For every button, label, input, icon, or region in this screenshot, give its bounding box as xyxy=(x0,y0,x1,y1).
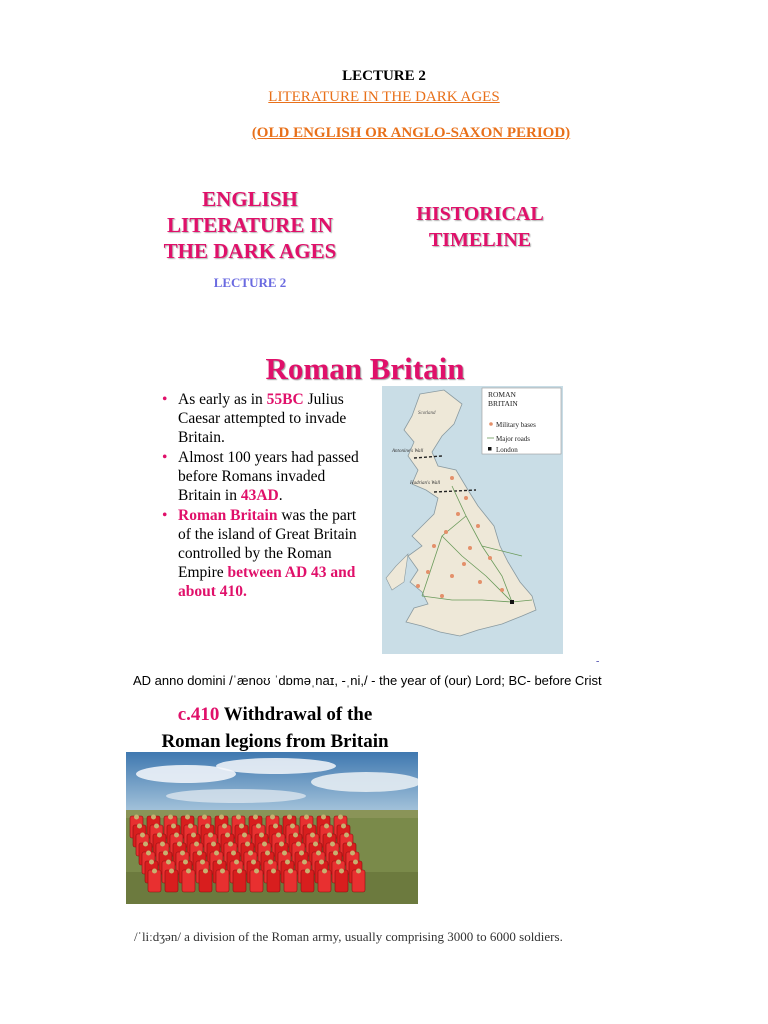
legion-helmet xyxy=(231,851,236,856)
legion-helmet xyxy=(222,824,227,829)
legion-helmet xyxy=(248,851,253,856)
legion-helmet xyxy=(237,869,242,874)
small-mark: - xyxy=(596,656,600,667)
bullet-text: was the part of the island of Great Britain controlled by the Roman Empire xyxy=(178,507,357,581)
legion-helmet xyxy=(259,833,264,838)
legion-helmet xyxy=(310,833,315,838)
legion-helmet xyxy=(236,815,241,820)
legion-helmet xyxy=(185,815,190,820)
period-title: (OLD ENGLISH OR ANGLO-SAXON PERIOD) xyxy=(251,125,571,141)
legion-helmet xyxy=(293,833,298,838)
map-label-antonine-wall: Antonine's Wall xyxy=(392,449,424,454)
roman-britain-map xyxy=(382,386,563,654)
legion-helmet xyxy=(338,815,343,820)
legion-helmet xyxy=(169,869,174,874)
legion-helmet xyxy=(296,842,301,847)
legion-helmet xyxy=(134,815,139,820)
legion-helmet xyxy=(290,824,295,829)
legion-helmet xyxy=(217,860,222,865)
legion-helmet xyxy=(299,851,304,856)
legion-helmet xyxy=(183,860,188,865)
legend-military-bases: Military bases xyxy=(496,421,536,429)
legion-helmet xyxy=(160,842,165,847)
slide-title-line: HISTORICAL xyxy=(416,203,544,225)
legion-helmet xyxy=(285,860,290,865)
slide-subtitle-lecture: LECTURE 2 xyxy=(213,275,287,290)
legion-helmet xyxy=(279,842,284,847)
withdrawal-line xyxy=(125,701,425,728)
map-label-hadrian-wall: Hadrian's Wall xyxy=(410,481,441,486)
ad-definition-note: AD anno domini /ˈænoʊ ˈdɒməˌnaɪ, -ˌni,/ - the year of (our) Lord; BC- before Crist xyxy=(133,673,602,688)
highlight-date: 43AD xyxy=(240,487,279,504)
bullet-text: . xyxy=(278,487,283,504)
slide-title-historical-timeline xyxy=(390,201,570,253)
legion-helmet xyxy=(174,833,179,838)
legion-helmet xyxy=(188,824,193,829)
bullet-text: As early as in xyxy=(178,391,267,408)
legion-helmet xyxy=(347,842,352,847)
legion-helmet xyxy=(202,815,207,820)
legion-helmet xyxy=(228,842,233,847)
legion-helmet xyxy=(322,869,327,874)
legion-helmet xyxy=(180,851,185,856)
slide-title-line: THE DARK AGES xyxy=(163,239,337,263)
map-title-line: ROMAN xyxy=(488,390,516,399)
legion-helmet xyxy=(341,824,346,829)
legion-helmet xyxy=(356,869,361,874)
bullet-item xyxy=(160,506,360,601)
legion-helmet xyxy=(316,851,321,856)
legion-helmet xyxy=(168,815,173,820)
legion-helmet xyxy=(205,824,210,829)
legion-helmet xyxy=(251,860,256,865)
legion-helmet xyxy=(336,860,341,865)
legion-helmet xyxy=(273,824,278,829)
legend-london: London xyxy=(496,446,518,454)
slide-title-line: ENGLISH xyxy=(202,187,298,211)
legion-helmet xyxy=(200,860,205,865)
legion-helmet xyxy=(319,860,324,865)
legion-helmet xyxy=(225,833,230,838)
withdrawal-year: c.410 xyxy=(177,704,220,725)
legion-helmet xyxy=(262,842,267,847)
legion-helmet xyxy=(191,833,196,838)
legion-helmet xyxy=(353,860,358,865)
highlight-date: between AD 43 and about 410. xyxy=(178,564,356,600)
legion-helmet xyxy=(154,824,159,829)
slide-title-english-literature xyxy=(140,186,360,264)
legion-helmet xyxy=(166,860,171,865)
legion-helmet xyxy=(324,824,329,829)
roman-legion-image xyxy=(126,752,418,904)
legion-helmet xyxy=(276,833,281,838)
slide-title-line: TIMELINE xyxy=(428,229,532,251)
literature-title: LITERATURE IN THE DARK AGES xyxy=(268,89,500,105)
legion-helmet xyxy=(271,869,276,874)
legion-helmet xyxy=(302,860,307,865)
legion-helmet xyxy=(305,869,310,874)
legion-helmet xyxy=(208,833,213,838)
legion-helmet xyxy=(239,824,244,829)
legion-helmet xyxy=(253,815,258,820)
bullet-text: Almost 100 years had passed before Romans invaded Britain in xyxy=(178,449,359,504)
bullet-item xyxy=(160,448,360,505)
legion-helmet xyxy=(197,851,202,856)
bullet-item xyxy=(160,390,360,447)
legion-definition-note: /ˈliːdʒən/ a division of the Roman army, usually comprising 3000 to 6000 soldiers. xyxy=(134,929,563,944)
legion-helmet xyxy=(333,851,338,856)
legion-helmet xyxy=(288,869,293,874)
legion-helmet xyxy=(270,815,275,820)
legion-helmet xyxy=(282,851,287,856)
legion-helmet xyxy=(149,860,154,865)
legion-helmet xyxy=(242,833,247,838)
legion-helmet xyxy=(330,842,335,847)
legion-helmet xyxy=(143,842,148,847)
legion-helmet xyxy=(186,869,191,874)
legion-helmet xyxy=(152,869,157,874)
roman-britain-bullets xyxy=(160,390,360,602)
legion-helmet xyxy=(339,869,344,874)
roman-britain-title: Roman Britain xyxy=(265,351,465,386)
bullet-glyph: • xyxy=(162,449,168,466)
legion-helmet xyxy=(256,824,261,829)
withdrawal-line: Roman legions from Britain xyxy=(161,731,389,752)
slide-title-line: LITERATURE IN xyxy=(167,213,333,237)
highlight-term: Roman Britain xyxy=(178,507,278,524)
legion-helmet xyxy=(265,851,270,856)
legend-major-roads: Major roads xyxy=(496,435,531,443)
bullet-text: Julius Caesar attempted to invade Britain. xyxy=(178,391,347,446)
legion-helmet xyxy=(219,815,224,820)
legion-helmet xyxy=(321,815,326,820)
highlight-date: 55BC xyxy=(266,391,304,408)
legion-helmet xyxy=(171,824,176,829)
withdrawal-text: Withdrawal of the xyxy=(219,704,373,725)
legion-helmet xyxy=(214,851,219,856)
legion-helmet xyxy=(344,833,349,838)
legion-helmet xyxy=(313,842,318,847)
legion-helmet xyxy=(194,842,199,847)
legion-helmet xyxy=(157,833,162,838)
legion-helmet xyxy=(268,860,273,865)
legion-helmet xyxy=(245,842,250,847)
legion-helmet xyxy=(254,869,259,874)
legion-helmet xyxy=(304,815,309,820)
bullet-glyph: • xyxy=(162,507,168,524)
legion-helmet xyxy=(146,851,151,856)
legion-helmet xyxy=(211,842,216,847)
legion-helmet xyxy=(140,833,145,838)
legion-helmet xyxy=(350,851,355,856)
legion-helmet xyxy=(203,869,208,874)
legion-helmet xyxy=(307,824,312,829)
lecture-title: LECTURE 2 xyxy=(342,68,426,84)
bullet-glyph: • xyxy=(162,391,168,408)
legion-helmet xyxy=(220,869,225,874)
legion-helmet xyxy=(137,824,142,829)
map-label-scotland: Scotland xyxy=(418,411,436,416)
legion-helmet xyxy=(327,833,332,838)
legion-helmet xyxy=(177,842,182,847)
legion-helmet xyxy=(287,815,292,820)
legion-helmet xyxy=(163,851,168,856)
withdrawal-heading xyxy=(125,701,425,755)
map-title-line: BRITAIN xyxy=(488,399,518,408)
legion-helmet xyxy=(234,860,239,865)
legion-helmet xyxy=(151,815,156,820)
